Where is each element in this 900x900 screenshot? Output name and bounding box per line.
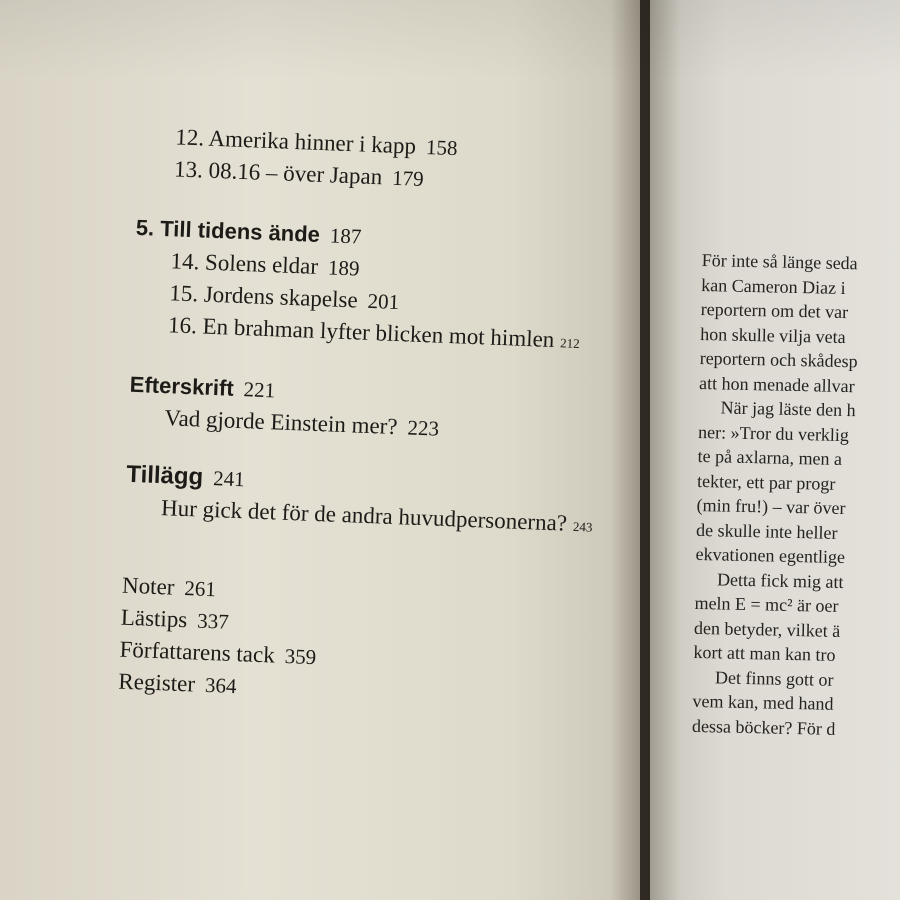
text-line: vem kan, med hand <box>692 690 834 714</box>
toc-back-matter: Register 364 <box>117 668 237 699</box>
table-of-contents <box>118 120 620 716</box>
toc-entry: 15. Jordens skapelse 201 <box>168 280 400 315</box>
toc-section-heading: Efterskrift 221 <box>129 371 276 403</box>
toc-entry: Hur gick det för de andra huvudpersonerna? 243 <box>160 495 593 536</box>
text-line: te på axlarna, men a <box>697 445 843 469</box>
text-line: de skulle inte heller <box>695 519 838 543</box>
text-line: att hon menade allvar <box>698 372 855 396</box>
page-shading <box>0 0 900 80</box>
text-line: hon skulle vilja veta <box>700 323 846 347</box>
right-page-text <box>692 248 900 745</box>
text-line: För inte så länge seda <box>701 249 858 274</box>
toc-entry: 14. Solens eldar 189 <box>170 248 360 281</box>
text-line: Detta fick mig att <box>716 568 844 592</box>
text-line: ner: »Tror du verklig <box>697 421 850 445</box>
toc-section-heading: Tillägg 241 <box>125 460 246 492</box>
text-line: kort att man kan tro <box>693 641 836 665</box>
toc-back-matter: Lästips 337 <box>120 604 230 634</box>
text-line: den betyder, vilket ä <box>693 617 841 641</box>
toc-entry: 12. Amerika hinner i kapp 158 <box>174 124 458 161</box>
text-line: meln E = mc² är oer <box>694 592 839 616</box>
text-line: ekvationen egentlige <box>695 543 846 568</box>
toc-entry: 13. 08.16 – över Japan 179 <box>173 156 425 191</box>
toc-back-matter: Författarens tack 359 <box>119 636 317 670</box>
toc-entry: Vad gjorde Einstein mer? 223 <box>164 405 440 441</box>
text-line: När jag läste den h <box>720 397 856 421</box>
text-line: reportern och skådesp <box>699 347 858 372</box>
text-line: (min fru!) – var över <box>696 494 846 519</box>
toc-back-matter: Noter 261 <box>121 572 217 602</box>
text-line: tekter, ett par progr <box>696 470 836 494</box>
text-line: dessa böcker? För d <box>691 715 836 739</box>
text-line: Det finns gott or <box>714 666 834 690</box>
book-gutter <box>610 0 680 900</box>
toc-entry: 16. En brahman lyfter blicken mot himlen 212 <box>167 312 580 353</box>
toc-part-heading: 5. Till tidens ände 187 <box>135 214 362 249</box>
text-line: reportern om det var <box>700 298 849 323</box>
text-line: kan Cameron Diaz i <box>701 274 846 298</box>
